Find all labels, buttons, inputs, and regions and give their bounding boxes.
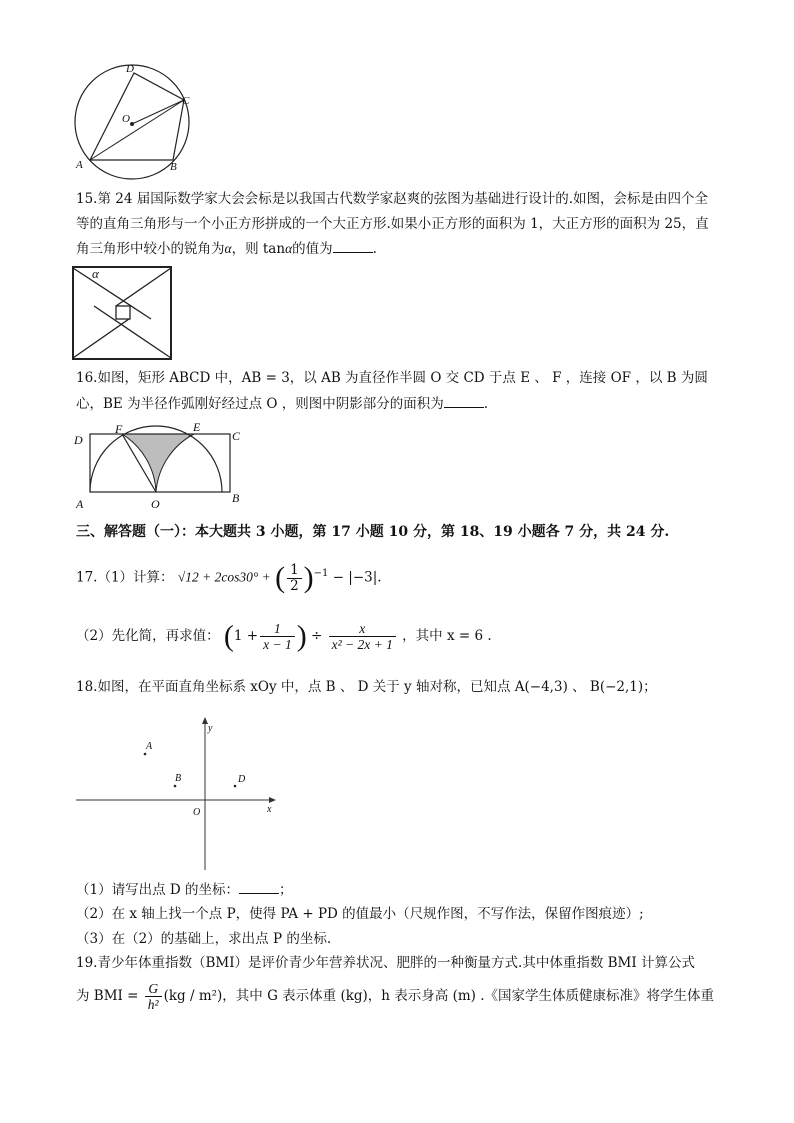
frac-den: x − 1 xyxy=(263,637,292,652)
label-b: B xyxy=(170,161,177,173)
paren-right: ) xyxy=(303,561,314,594)
fraction-half xyxy=(287,563,302,594)
answer-blank[interactable] xyxy=(333,240,373,253)
label-a: A xyxy=(146,741,153,752)
q18-sub-3: （3）在（2）的基础上，求出点 P 的坐标. xyxy=(76,931,332,947)
x-axis-arrow xyxy=(269,797,276,803)
x-axis-label: x xyxy=(267,804,272,815)
section-heading: 三、解答题（一）：本大题共 3 小题，第 17 小题 10 分，第 18、19 小题各 7 分，共 24 分. xyxy=(76,524,670,540)
label-a: A xyxy=(76,159,83,171)
origin-label: O xyxy=(193,807,201,818)
triangle-edge xyxy=(116,268,171,306)
q19-text-b: (kg / m²)，其中 G 表示体重 (kg)，h 表示身高 (m) .《国家学生体质健康标准》将学生体重 xyxy=(163,988,715,1004)
shaded-region xyxy=(122,434,194,492)
q18-line-1: 18.如图，在平面直角坐标系 xOy 中，点 B 、 D 关于 y 轴对称，已知点 A(−4,3) 、 B(−2,1)； xyxy=(76,679,657,695)
q15-text-c: 的值为 xyxy=(292,241,333,257)
outer-square xyxy=(73,267,171,359)
q17-1-prefix: 17.（1）计算： xyxy=(76,569,174,586)
q18-sub-2: （2）在 x 轴上找一个点 P，使得 PA + PD 的值最小（尺规作图，不写作法，保留作图痕迹）; xyxy=(76,906,644,922)
q19-line-1: 19.青少年体重指数（BMI）是评价青少年营养状况、肥胖的一种衡量方式.其中体重指数 BMI 计算公式 xyxy=(76,955,695,971)
point-b xyxy=(174,785,177,788)
frac-num: 1 xyxy=(260,621,295,637)
label-o: O xyxy=(122,113,130,125)
q17-2-suffix: ，其中 x = 6 . xyxy=(402,628,492,644)
label-b: B xyxy=(232,491,240,505)
paren-right: ) xyxy=(296,619,307,653)
frac-den: h² xyxy=(147,997,159,1012)
q17-part-2 xyxy=(76,616,492,656)
q18-sub-1 xyxy=(76,880,293,900)
q15-line-3: 角三角形中较小的锐角为α，则 tanα的值为 . xyxy=(76,241,377,257)
label-alpha: α xyxy=(92,266,99,281)
label-b: B xyxy=(175,773,182,784)
q16-line-1: 16.如图，矩形 ABCD 中，AB = 3，以 AB 为直径作半圆 O 交 CD 于点 E 、 F ，连接 OF ，以 B 为圆 xyxy=(76,370,708,386)
quadrilateral-abcd xyxy=(90,73,184,160)
label-d: D xyxy=(126,63,134,75)
triangle-edge xyxy=(94,306,171,358)
paren-left: ( xyxy=(275,561,286,594)
inner-square xyxy=(116,306,130,319)
alpha-symbol: α xyxy=(224,241,232,256)
q17-2-inner: 1 + xyxy=(233,628,259,644)
q18-sub1-text: （1）请写出点 D 的坐标： xyxy=(76,882,239,898)
answer-blank-18[interactable] xyxy=(239,881,279,894)
exponent: −1 xyxy=(313,568,329,579)
y-axis-label: y xyxy=(208,723,213,734)
rectangle-semicircle-figure xyxy=(72,422,247,514)
fraction-2 xyxy=(329,621,396,652)
q16-line-2: 心，BE 为半径作弧刚好经过点 O ，则图中阴影部分的面积为 . xyxy=(76,396,489,412)
circle-quadrilateral-figure xyxy=(70,62,200,180)
frac-num: x xyxy=(329,621,396,637)
q15-line-2: 等的直角三角形与一个小正方形拼成的一个大正方形.如果小正方形的面积为 1，大正方形的面积为 25，直 xyxy=(76,216,709,232)
frac-num: 1 xyxy=(287,563,302,579)
label-o: O xyxy=(151,497,160,511)
q15-text-a: 角三角形中较小的锐角为 xyxy=(76,241,225,257)
q19-line-2 xyxy=(76,976,714,1016)
frac-den: x² − 2x + 1 xyxy=(331,637,393,652)
q17-2-prefix: （2）先化简，再求值： xyxy=(76,628,220,644)
point-d xyxy=(234,785,237,788)
paren-left: ( xyxy=(223,619,234,653)
string-diagram-figure xyxy=(72,266,172,360)
label-f: F xyxy=(115,422,123,436)
q17-1-expr-a: √12 + 2cos30° + xyxy=(177,569,271,585)
answer-blank-16[interactable] xyxy=(444,395,484,408)
q17-part-1 xyxy=(76,556,382,592)
q18-sub1-end: ； xyxy=(279,882,293,898)
q15-line-1: 15.第 24 届国际数学家大会会标是以我国古代数学家赵爽的弦图为基础进行设计的.如图，会标是由四个全 xyxy=(76,191,709,207)
alpha-symbol-2: α xyxy=(285,241,293,256)
q15-text-b: ，则 tan xyxy=(231,241,286,257)
triangle-edge xyxy=(73,268,151,319)
label-e: E xyxy=(193,420,201,434)
label-d: D xyxy=(74,433,83,447)
fraction-1 xyxy=(260,621,295,652)
center-point xyxy=(130,122,134,126)
q17-1-expr-b: − |−3|. xyxy=(332,569,382,586)
divide-sign: ÷ xyxy=(311,628,323,644)
bmi-fraction xyxy=(145,981,162,1012)
label-c: C xyxy=(232,429,241,443)
q19-text-a: 为 BMI = xyxy=(76,988,139,1004)
frac-num: G xyxy=(145,981,162,997)
point-a xyxy=(144,753,147,756)
segment-ac xyxy=(90,100,184,160)
label-a: A xyxy=(76,497,84,511)
label-c: C xyxy=(182,95,190,107)
frac-den: 2 xyxy=(290,577,299,594)
coordinate-plane-figure xyxy=(72,715,287,875)
triangle-edge xyxy=(73,319,129,358)
q16-text: 心，BE 为半径作弧刚好经过点 O ，则图中阴影部分的面积为 xyxy=(76,396,444,412)
segment-oc xyxy=(132,100,184,124)
label-d: D xyxy=(238,774,246,785)
